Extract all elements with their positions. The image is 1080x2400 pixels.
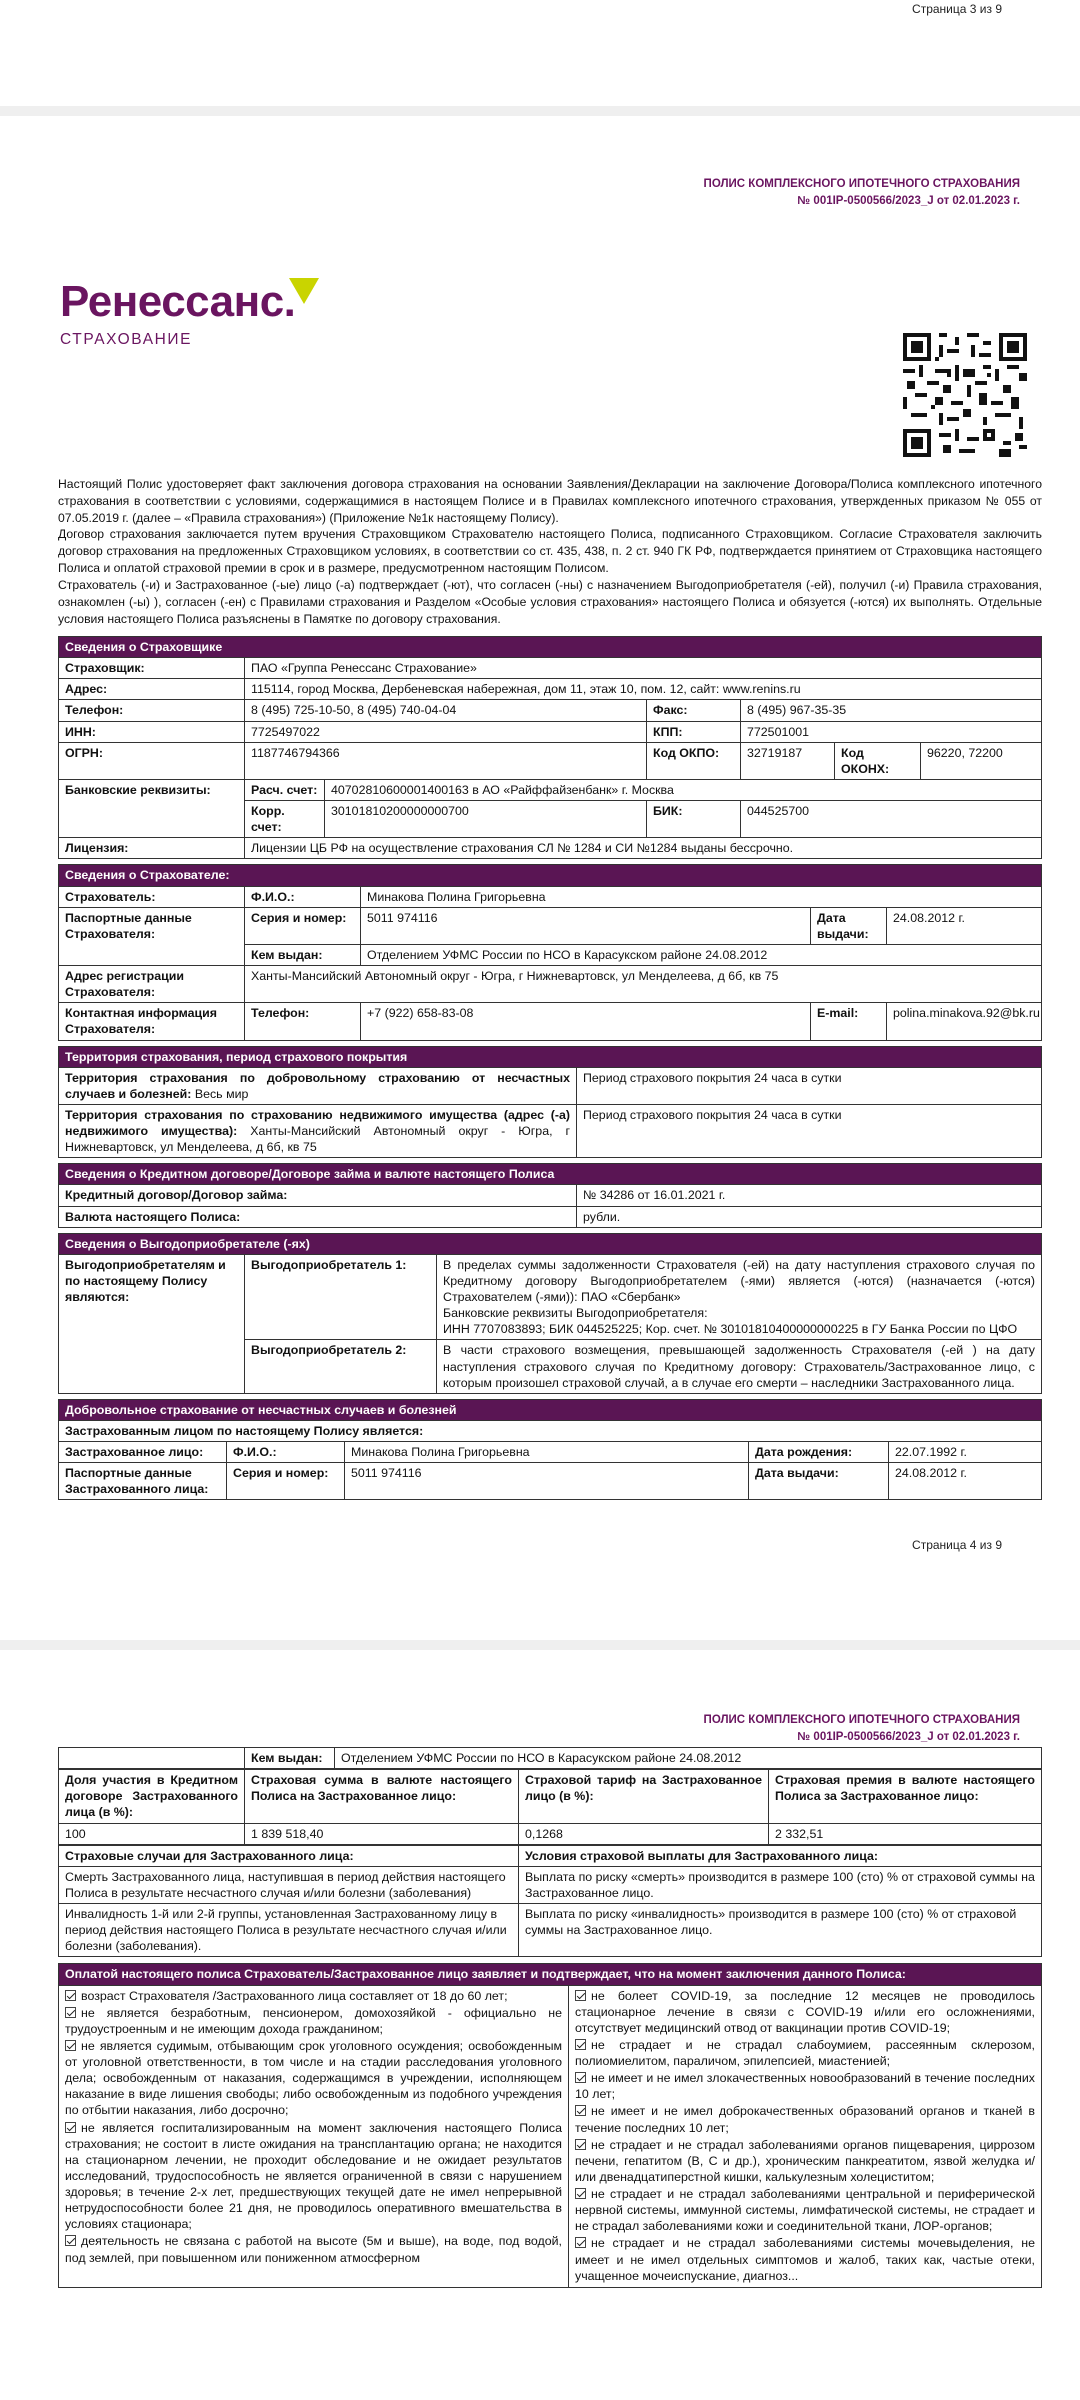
label: Дата выдачи: [749, 1463, 889, 1500]
declaration-text: не страдает и не страдал слабоумием, рассеянным склерозом, полиомиелитом, параличом, эпилепсией, миастенией; [575, 2037, 1035, 2068]
label: Валюта настоящего Полиса: [59, 1206, 577, 1227]
insurer-table [58, 636, 1042, 859]
declaration-item [65, 2038, 562, 2119]
label: ОГРН: [59, 742, 245, 779]
page-separator [0, 1640, 1080, 1650]
holder-passport-issuer: Отделением УФМС России по НСО в Карасукском районе 24.08.2012 [361, 944, 1042, 965]
insurer-kpp: 772501001 [741, 721, 1042, 742]
insurer-name: ПАО «Группа Ренессанс Страхование» [245, 658, 1042, 679]
checkbox-checked-icon [575, 2139, 586, 2150]
policyholder-table [58, 864, 1042, 1040]
section-title: Сведения о Страхователе: [59, 865, 1042, 886]
checkbox-checked-icon [575, 2105, 586, 2116]
label: Кредитный договор/Договор займа: [59, 1185, 577, 1206]
checkbox-checked-icon [575, 2188, 586, 2199]
policy-page [58, 176, 1042, 209]
property-address: Ханты-Мансийский Автономный округ - Югра, г Нижневартовск, ул Менделеева, д 6б, кв 75 [65, 1124, 570, 1155]
coverage-table [58, 1769, 1042, 1845]
qr-code-icon [903, 333, 1027, 457]
company-logo [60, 278, 319, 350]
logo-wordmark: Ренессанс. [60, 277, 296, 326]
declaration-item [575, 2235, 1035, 2283]
insurer-address: 115114, город Москва, Дербеневская набережная, дом 11, этаж 10, пом. 12, сайт: www.renins.ru [245, 679, 1042, 700]
holder-address: Ханты-Мансийский Автономный округ - Югра, г Нижневартовск, ул Менделеева, д 6б, кв 75 [245, 966, 1042, 1003]
insurer-okpo: 32719187 [741, 742, 835, 779]
holder-passport-date: 24.08.2012 г. [887, 907, 1042, 944]
payout-condition: Выплата по риску «смерть» производится в размере 100 (сто) % от страховой суммы на Застрахованное лицо. [519, 1866, 1042, 1903]
label: Адрес регистрации Страхователя: [59, 966, 245, 1003]
declaration-text: деятельность не связана с работой на высоте (5м и выше), на воде, под водой, под землей, при повышенном или пониженном атмосферном [65, 2234, 562, 2265]
label: Лицензия: [59, 838, 245, 859]
sections-block [58, 636, 1042, 1505]
section-title: Сведения о Выгодоприобретателе (-ях) [59, 1233, 1042, 1254]
page-number: Страница 4 из 9 [912, 1538, 1002, 1552]
section-title: Сведения о Кредитном договоре/Договоре займа и валюте настоящего Полиса [59, 1164, 1042, 1185]
label: КПП: [647, 721, 741, 742]
insured-passport-date: 24.08.2012 г. [889, 1463, 1042, 1500]
label: Банковские реквизиты: [59, 779, 245, 837]
insurer-license: Лицензии ЦБ РФ на осуществление страхования СЛ № 1284 и СИ №1284 выданы бессрочно. [245, 838, 1042, 859]
label: Контактная информация Страхователя: [59, 1003, 245, 1040]
label: БИК: [647, 801, 741, 838]
label: Код ОКПО: [647, 742, 741, 779]
label: Территория страхования по добровольному страхованию от несчастных случаев и болезней: [65, 1070, 570, 1101]
label: Страхователь: [59, 886, 245, 907]
column-header: Доля участия в Кредитном договоре Застрахованного лица (в %): [59, 1770, 245, 1823]
section-title: Добровольное страхование от несчастных случаев и болезней [59, 1399, 1042, 1420]
label: Адрес: [59, 679, 245, 700]
declaration-item [575, 2103, 1035, 2135]
sum-value: 1 839 518,40 [245, 1823, 519, 1844]
label: Кем выдан: [245, 944, 361, 965]
insured-event: Смерть Застрахованного лица, наступившая в период действия настоящего Полиса в результате несчастного случая и/или болезни (заболевания) [59, 1866, 519, 1903]
insured-event: Инвалидность 1-й или 2-й группы, установленная Застрахованному лицу в период действия настоящего Полиса в результате несчастного случая и/или болезни (заболевания). [59, 1904, 519, 1957]
insurer-ogrn: 1187746794366 [245, 742, 647, 779]
beneficiary-1-bank-details: ИНН 7707083893; БИК 044525225; Кор. счет. № 30101810400000000225 в ГУ Банка России по ЦФО [443, 1322, 1018, 1337]
holder-phone: +7 (922) 658-83-08 [361, 1003, 811, 1040]
label: Паспортные данные Застрахованного лица: [59, 1463, 227, 1500]
checkbox-checked-icon [575, 1990, 586, 2001]
label: Страховщик: [59, 658, 245, 679]
label: Факс: [647, 700, 741, 721]
checkbox-checked-icon [65, 1990, 76, 2001]
declaration-left [59, 1985, 569, 2287]
declaration-table [58, 1963, 1042, 2287]
premium-value: 2 332,51 [769, 1823, 1042, 1844]
section-title: Оплатой настоящего полиса Страхователь/Застрахованное лицо заявляет и подтверждает, что на момент заключения данного Полиса: [59, 1964, 1042, 1985]
territory-table [58, 1046, 1042, 1159]
label: Серия и номер: [245, 907, 361, 944]
checkbox-checked-icon [575, 2039, 586, 2050]
property-period: Период страхового покрытия 24 часа в сутки [577, 1104, 1042, 1157]
section-title: Сведения о Страховщике [59, 637, 1042, 658]
label: Телефон: [59, 700, 245, 721]
credit-table [58, 1163, 1042, 1227]
insurer-phone: 8 (495) 725-10-50, 8 (495) 740-04-04 [245, 700, 647, 721]
label: Кем выдан: [245, 1748, 335, 1769]
share-value: 100 [59, 1823, 245, 1844]
section-subtitle: Застрахованным лицом по настоящему Полису является: [59, 1420, 1042, 1441]
label: Телефон: [245, 1003, 361, 1040]
declaration-text: не имеет и не имел злокачественных новообразований в течение последних 10 лет; [575, 2071, 1035, 2102]
label: ИНН: [59, 721, 245, 742]
checkbox-checked-icon [65, 2122, 76, 2133]
page-number: Страница 3 из 9 [912, 2, 1002, 16]
declaration-text: не имеет и не имел доброкачественных образований органов и тканей в течение последних 10 лет; [575, 2104, 1035, 2135]
declaration-text: не страдает и не страдал заболеваниями центральной и периферической нервной системы, иммунной системы, лимфатической системы, не страдает и не страдал заболеваниями кожи и соединительной ткани, ЛОР-органов; [575, 2187, 1035, 2234]
accident-territory: Весь мир [194, 1086, 249, 1101]
declaration-item [575, 1988, 1035, 2036]
policy-number: № 001IP-0500566/2023_J от 02.01.2023 г. [797, 1730, 1020, 1743]
credit-contract: № 34286 от 16.01.2021 г. [577, 1185, 1042, 1206]
label: Расч. счет: [245, 779, 325, 800]
insurer-inn: 7725497022 [245, 721, 647, 742]
column-header: Условия страховой выплаты для Застрахованного лица: [519, 1845, 1042, 1866]
insured-person-table [58, 1399, 1042, 1501]
column-header: Страховые случаи для Застрахованного лица: [59, 1845, 519, 1866]
rate-value: 0,1268 [519, 1823, 769, 1844]
holder-email: polina.minakova.92@bk.ru [887, 1003, 1042, 1040]
label: Выгодоприобретатель 2: [245, 1340, 437, 1393]
policy-header [58, 176, 1042, 209]
declaration-text: не страдает и не страдал заболеваниями органов пищеварения, циррозом печени, гепатитом (B, C и др.), хроническим панкреатитом, язвой желудка и/или двенадцатиперстной кишки, калькулезным холециститом; [575, 2137, 1035, 2184]
page-separator [0, 106, 1080, 116]
declaration-item [575, 2137, 1035, 2185]
label: Ф.И.О.: [245, 886, 361, 907]
declaration-item [65, 2005, 562, 2037]
policy-currency: рубли. [577, 1206, 1042, 1227]
insured-passport: 5011 974116 [345, 1463, 749, 1500]
declaration-text: не болеет COVID-19, за последние 12 месяцев не проводилось стационарное лечение в связи с COVID-19 и/или его осложнениями, отсутствует медицинский отвод от вакцинации против COVID-19; [575, 1988, 1035, 2035]
policy-title: ПОЛИС КОМПЛЕКСНОГО ИПОТЕЧНОГО СТРАХОВАНИЯ [703, 1714, 1020, 1726]
column-header: Страховая сумма в валюте настоящего Полиса на Застрахованное лицо: [245, 1770, 519, 1823]
column-header: Страховой тариф на Застрахованное лицо (в %): [519, 1770, 769, 1823]
declaration-text: возраст Страхователя /Застрахованного лица составляет от 18 до 60 лет; [81, 1988, 508, 2003]
column-header: Страховая премия в валюте настоящего Полиса за Застрахованное лицо: [769, 1770, 1042, 1823]
declaration-text: не является госпитализированным на момент заключения настоящего Полиса страхования; не состоит в листе ожидания на трансплантацию органа; не находится на стационарном лечении, не проходит обследование и не ожидает результатов исследований, трудоспособность не является ограниченной в связи с нарушением здоровья; в течение 2-х лет, предшествующих текущей дате не имел непрерывной нетрудоспособности более 21 дня, не проводилось оперативного вмешательства в условиях стационара; [65, 2120, 562, 2232]
declaration-text: не страдает и не страдал заболеваниями системы мочевыделения, не имеет и не имел отдельных симптомов и жалоб, таких как, частые отеки, учащенное мочеиспускание, диагноз... [575, 2236, 1035, 2283]
declaration-item [65, 1988, 562, 2004]
label: Территория страхования по страхованию недвижимого имущества (адрес (-а) недвижимого имущества): [65, 1107, 570, 1138]
declaration-item [65, 2233, 562, 2265]
accident-period: Период страхового покрытия 24 часа в сутки [577, 1067, 1042, 1104]
policy-header [58, 1712, 1042, 1745]
insured-issuer-row [58, 1747, 1042, 1769]
payout-condition: Выплата по риску «инвалидность» производится в размере 100 (сто) % от страховой суммы на Застрахованное лицо. [519, 1904, 1042, 1957]
policy-title: ПОЛИС КОМПЛЕКСНОГО ИПОТЕЧНОГО СТРАХОВАНИЯ [703, 178, 1020, 190]
label: Ф.И.О.: [227, 1442, 345, 1463]
declaration-item [575, 2186, 1035, 2234]
intro-block [58, 476, 1042, 627]
logo-subtitle: СТРАХОВАНИЕ [60, 331, 193, 348]
intro-paragraph: Страхователь (-и) и Застрахованное (-ые) лицо (-а) подтверждает (-ют), что согласен (-ны) с назначением Выгодоприобретателя (-ей), получил (-и) Правила страхования, ознакомлен (-ы) ), согласен (-ен) с Правилами страхования и Разделом «Особые условия страхования» настоящего Полиса и обязуется (-ются) их выполнять. Отдельные условия настоящего Полиса разъяснены в Памятке по договору страхования. [58, 577, 1042, 626]
insurer-fax: 8 (495) 967-35-35 [741, 700, 1042, 721]
intro-paragraph: Договор страхования заключается путем вручения Страховщиком Страхователю настоящего Полиса, подписанного Страховщиком. Согласие Страхователя заключить договор страхования на предложенных Страховщиком условиях, в соответствии со ст. 435, 438, п. 2 ст. 940 ГК РФ, подтверждается принятием от Страховщика настоящего Полиса и оплатой страховой премии в срок и в размере, предусмотренном настоящим Полисом. [58, 527, 1042, 576]
declaration-item [575, 2037, 1035, 2069]
intro-paragraph: Настоящий Полис удостоверяет факт заключения договора страхования на основании Заявления/Декларации на заключение Договора/Полиса комплексного ипотечного страхования в соответствии с условиями, содержащимися в настоящем Полисе и в Правилах комплексного ипотечного страхования, утвержденных приказом № 055 от 07.05.2019 г. (далее – «Правила страхования») (Приложение №1к настоящему Полису). [58, 477, 1042, 525]
policy-number: № 001IP-0500566/2023_J от 02.01.2023 г. [797, 194, 1020, 207]
section-title: Территория страхования, период страхового покрытия [59, 1046, 1042, 1067]
checkbox-checked-icon [65, 2007, 76, 2018]
label: Корр. счет: [245, 801, 325, 838]
declaration-item [65, 2120, 562, 2233]
label: Выгодоприобретателям и по настоящему Полису являются: [59, 1254, 245, 1393]
insurer-corr-account: 30101810200000000700 [325, 801, 647, 838]
insured-birthdate: 22.07.1992 г. [889, 1442, 1042, 1463]
label: Выгодоприобретатель 1: [245, 1254, 437, 1340]
beneficiary-2-text: В части страхового возмещения, превышающей задолженность Страхователя (-ей ) на дату наступления страхового случая по Кредитному договору: Страхователь/Застрахованное лицо, с которым произошел страховой случай, а в случае его смерти – наследники Застрахованного лица. [437, 1340, 1042, 1393]
label: E-mail: [811, 1003, 887, 1040]
checkbox-checked-icon [65, 2040, 76, 2051]
declaration-item [575, 2070, 1035, 2102]
insurer-account: 40702810600001400163 в АО «Райффайзенбанк» г. Москва [325, 779, 1042, 800]
label: Серия и номер: [227, 1463, 345, 1500]
beneficiary-1-text: В пределах суммы задолженности Страхователя (-ей) на дату наступления страхового случая по Кредитному договору Выгодоприобретателем (-ями) является (-ются) (назначается (-ются) Страхователем (-ями)): ПАО «Сбербанк» [443, 1257, 1035, 1304]
policy-page [58, 1712, 1042, 1745]
holder-name: Минакова Полина Григорьевна [361, 886, 1042, 907]
label: Код ОКОНХ: [835, 742, 921, 779]
declaration-right [569, 1985, 1042, 2287]
label: Паспортные данные Страхователя: [59, 907, 245, 965]
checkbox-checked-icon [575, 2072, 586, 2083]
page-5-body [58, 1747, 1042, 2293]
beneficiary-table [58, 1233, 1042, 1394]
declaration-text: не является судимым, отбывающим срок уголовного осуждения; освобожденным от уголовной ответственности, в том числе и на стадии расследования уголовного дела; освобожденным от наказания, содержащимся в учреждении, исполняющем наказание в виде лишения свободы; либо освобожденным из подобного учреждения по отбытии наказания, либо досрочно; [65, 2038, 562, 2118]
insured-events-table [58, 1845, 1042, 1958]
checkbox-checked-icon [65, 2235, 76, 2246]
holder-passport: 5011 974116 [361, 907, 811, 944]
label: Дата выдачи: [811, 907, 887, 944]
logo-triangle-icon [289, 278, 319, 306]
beneficiary-1-bank-label: Банковские реквизиты Выгодоприобретателя: [443, 1306, 708, 1321]
insurer-bik: 044525700 [741, 801, 1042, 838]
insured-passport-issuer: Отделением УФМС России по НСО в Карасукском районе 24.08.2012 [335, 1748, 1042, 1769]
label: Застрахованное лицо: [59, 1442, 227, 1463]
label: Дата рождения: [749, 1442, 889, 1463]
declaration-text: не является безработным, пенсионером, домохозяйкой - официально не трудоустроенным и не имеющим дохода гражданином; [65, 2005, 562, 2036]
insurer-okonh: 96220, 72200 [921, 742, 1042, 779]
checkbox-checked-icon [575, 2237, 586, 2248]
insured-name: Минакова Полина Григорьевна [345, 1442, 749, 1463]
